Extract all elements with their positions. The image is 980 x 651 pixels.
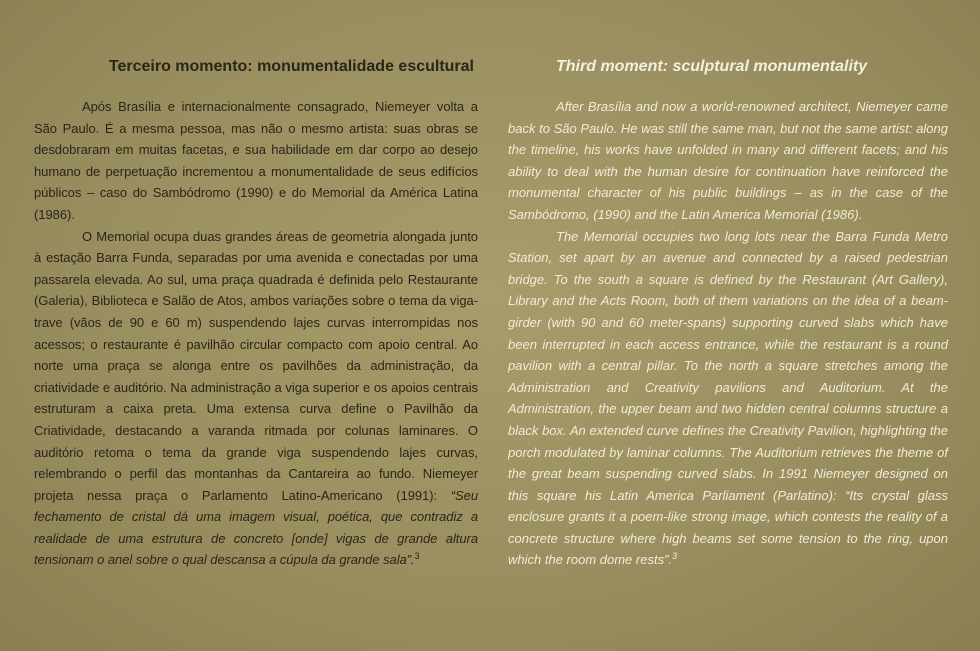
english-footnote-mark: 3 [672, 551, 678, 562]
portuguese-paragraph-2 [34, 226, 478, 572]
portuguese-quote: “Seu fechamento de cristal dá uma imagem visual, poética, que contradiz a realidade de uma estrutura de concreto [onde] vigas de grande altura tensionam o anel sobre o qual descansa a cúpula da grande sala”. [34, 487, 478, 568]
english-heading: Third moment: sculptural monumentality [556, 58, 868, 75]
english-paragraph-2-text: The Memorial occupies two long lots near the Barra Funda Metro Station, set apart by an avenue and connected by a raised pedestrian bridge. To the south a square is defined by the Restaurant (Art Gallery), Library and the Acts Room, both of them variations on the idea of a beam-girder (with 90 and 60 meter-spans) supporting curved slabs which have been interrupted in each access entrance, while the restaurant is a round pavilion with a central pillar. To the north a square stretches among the Administration and Creativity pavilions and Auditorium. At the Administration, the upper beam and two hidden central columns structure a black box. An extended curve defines the Creativity Pavilion, highlighting the porch modulated by laminar columns. The Auditorium retrieves the theme of the great beam suspending curved slabs. In 1991 Niemeyer designed on this square his Latin America Parliament (Parlatino): “Its crystal glass enclosure grants it a poem-like strong image, which contests the reality of a concrete structure where high beams set some tension to the ring, upon which the room dome rests”. [508, 228, 948, 568]
english-paragraph-1: After Brasília and now a world-renowned architect, Niemeyer came back to São Paulo. He was still the same man, but not the same artist: along the timeline, his works have unfolded in many and different facets; and his ability to deal with the human desire for continuation have reinforced the monumental character of his public buildings – as in the case of the Sambódromo, (1990) and the Latin America Memorial (1986). [508, 99, 948, 222]
portuguese-column [34, 56, 478, 571]
portuguese-heading: Terceiro momento: monumentalidade escultural [108, 58, 474, 75]
portuguese-paragraph-2-text: O Memorial ocupa duas grandes áreas de geometria alongada junto à estação Barra Funda, separadas por uma avenida e conectadas por uma passarela elevada. Ao sul, uma praça quadrada é definida pelo Restaurante (Galeria), Biblioteca e Salão de Atos, ambos variações sobre o tema da viga-trave (vãos de 90 e 60 m) suspendendo lajes curvas interrompidas nos acessos; o restaurante é pavilhão circular compacto com apoio central. Ao norte uma praça se alonga entre os pavilhões da administração, da criatividade e auditório. Na administração a viga superior e os apoios centrais estruturam a caixa preta. Uma extensa curva define o Pavilhão da Criatividade, destacando a varanda ritmada por colunas laminares. O auditório retoma o tema da grande viga suspendendo lajes curvas, relembrando o perfil das montanhas da Cantareira ao fundo. Niemeyer projeta nessa praça o Parlamento Latino-Americano (1991): [34, 228, 478, 503]
english-paragraph-2 [508, 226, 948, 572]
portuguese-paragraph-1: Após Brasília e internacionalmente consagrado, Niemeyer volta a São Paulo. É a mesma pessoa, mas não o mesmo artista: suas obras se desdobraram em muitas facetas, e sua habilidade em dar corpo ao desejo humano de perpetuação incrementou a monumentalidade de seus edifícios públicos – caso do Sambódromo (1990) e do Memorial da América Latina (1986). [34, 99, 478, 222]
english-column [508, 56, 948, 571]
portuguese-footnote-mark: 3 [414, 551, 420, 562]
